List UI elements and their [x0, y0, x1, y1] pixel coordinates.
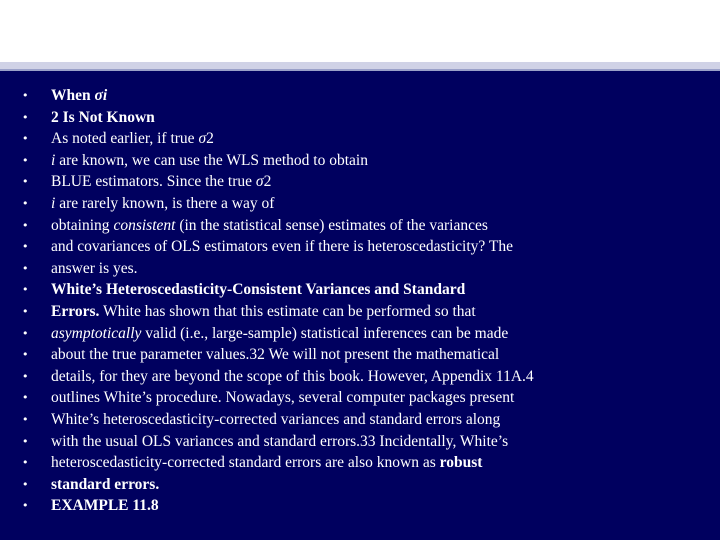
list-item: [0, 128, 720, 150]
list-item-text: [51, 431, 508, 453]
text-run: and covariances of OLS estimators even if there is heteroscedasticity? The: [51, 238, 513, 256]
text-run: answer is yes.: [51, 259, 138, 277]
bullet-icon: •: [22, 434, 29, 448]
bullet-icon: •: [22, 261, 29, 275]
list-item-text: [51, 409, 500, 431]
text-run: outlines White’s procedure. Nowadays, several computer packages present: [51, 389, 515, 407]
bullet-icon: •: [22, 196, 29, 210]
list-item: [0, 279, 720, 301]
text-run: are known, we can use the WLS method to obtain: [55, 151, 368, 169]
bullet-icon: •: [22, 326, 29, 340]
text-run: White’s Heteroscedasticity-Consistent Variances and Standard: [51, 281, 466, 299]
text-run: consistent: [113, 216, 176, 234]
text-run: Errors.: [51, 302, 100, 320]
bullet-icon: •: [22, 132, 29, 146]
list-item-text: [51, 236, 513, 258]
list-item: [0, 193, 720, 215]
text-run: standard errors.: [51, 475, 160, 493]
text-run: obtaining: [51, 216, 114, 234]
bullet-icon: •: [22, 218, 29, 232]
list-item-text: [51, 301, 476, 323]
bullet-icon: •: [22, 477, 29, 491]
list-item: [0, 107, 720, 129]
text-run: 2: [206, 130, 214, 148]
list-item: [0, 323, 720, 345]
list-item-text: [51, 85, 107, 107]
text-run: with the usual OLS variances and standard errors.33 Incidentally, White’s: [51, 432, 509, 450]
slide-header-area: [0, 0, 720, 62]
text-run: BLUE estimators. Since the true: [51, 173, 256, 191]
list-item: [0, 85, 720, 107]
text-run: i: [51, 151, 56, 169]
bullet-icon: •: [22, 348, 29, 362]
list-item-text: [51, 150, 368, 172]
list-item-text: [51, 495, 159, 517]
list-item: [0, 495, 720, 517]
text-run: heteroscedasticity-corrected standard errors are also known as: [51, 454, 440, 472]
bullet-icon: •: [22, 499, 29, 513]
list-item: [0, 301, 720, 323]
text-run: EXAMPLE 11.8: [51, 497, 159, 515]
list-item-text: [51, 279, 465, 301]
text-run: As noted earlier, if true: [51, 130, 199, 148]
bullet-icon: •: [22, 456, 29, 470]
bullet-icon: •: [22, 304, 29, 318]
text-run: are rarely known, is there a way of: [55, 194, 275, 212]
list-item: [0, 236, 720, 258]
text-run: robust: [439, 454, 483, 472]
list-item-text: [51, 387, 514, 409]
bullet-icon: •: [22, 391, 29, 405]
list-item: [0, 366, 720, 388]
bullet-icon: •: [22, 283, 29, 297]
bullet-icon: •: [22, 240, 29, 254]
text-run: 2: [263, 173, 272, 191]
bullet-icon: •: [22, 89, 29, 102]
list-item-text: [51, 107, 155, 129]
bullet-icon: •: [22, 153, 29, 167]
list-item: [0, 387, 720, 409]
list-item: [0, 171, 720, 193]
text-run: White has shown that this estimate can be performed so that: [99, 302, 476, 320]
list-item: [0, 409, 720, 431]
list-item-text: [51, 366, 534, 388]
text-run: σ: [255, 173, 264, 191]
text-run: about the true parameter values.32 We will not present the mathematical: [51, 346, 500, 364]
list-item: [0, 474, 720, 496]
text-run: asymptotically: [51, 324, 142, 342]
bullet-icon: •: [22, 110, 29, 124]
bullet-icon: •: [22, 175, 29, 189]
list-item: [0, 344, 720, 366]
header-divider-stripe: [0, 62, 720, 69]
text-run: details, for they are beyond the scope of this book. However, Appendix 11A.4: [51, 367, 534, 385]
list-item-text: [51, 193, 274, 215]
list-item-text: [51, 215, 488, 237]
bullet-list: [0, 85, 720, 517]
bullet-icon: •: [22, 412, 29, 426]
text-run: 2 Is Not Known: [51, 108, 155, 126]
text-run: σ: [198, 130, 207, 148]
list-item: [0, 150, 720, 172]
list-item-text: [51, 452, 482, 474]
list-item-text: [51, 258, 138, 280]
text-run: i: [51, 194, 56, 212]
list-item-text: [51, 323, 508, 345]
list-item: [0, 215, 720, 237]
list-item: [0, 431, 720, 453]
bullet-icon: •: [22, 369, 29, 383]
text-run: valid (i.e., large-sample) statistical inferences can be made: [141, 324, 509, 342]
list-item-text: [51, 344, 499, 366]
list-item-text: [51, 171, 271, 193]
list-item-text: [51, 474, 159, 496]
text-run: (in the statistical sense) estimates of the variances: [175, 216, 488, 234]
list-item-text: [51, 128, 214, 150]
list-item: [0, 258, 720, 280]
text-run: White’s heteroscedasticity-corrected variances and standard errors along: [51, 410, 501, 428]
text-run: When: [51, 87, 95, 104]
text-run: σi: [94, 87, 108, 104]
list-item: [0, 452, 720, 474]
